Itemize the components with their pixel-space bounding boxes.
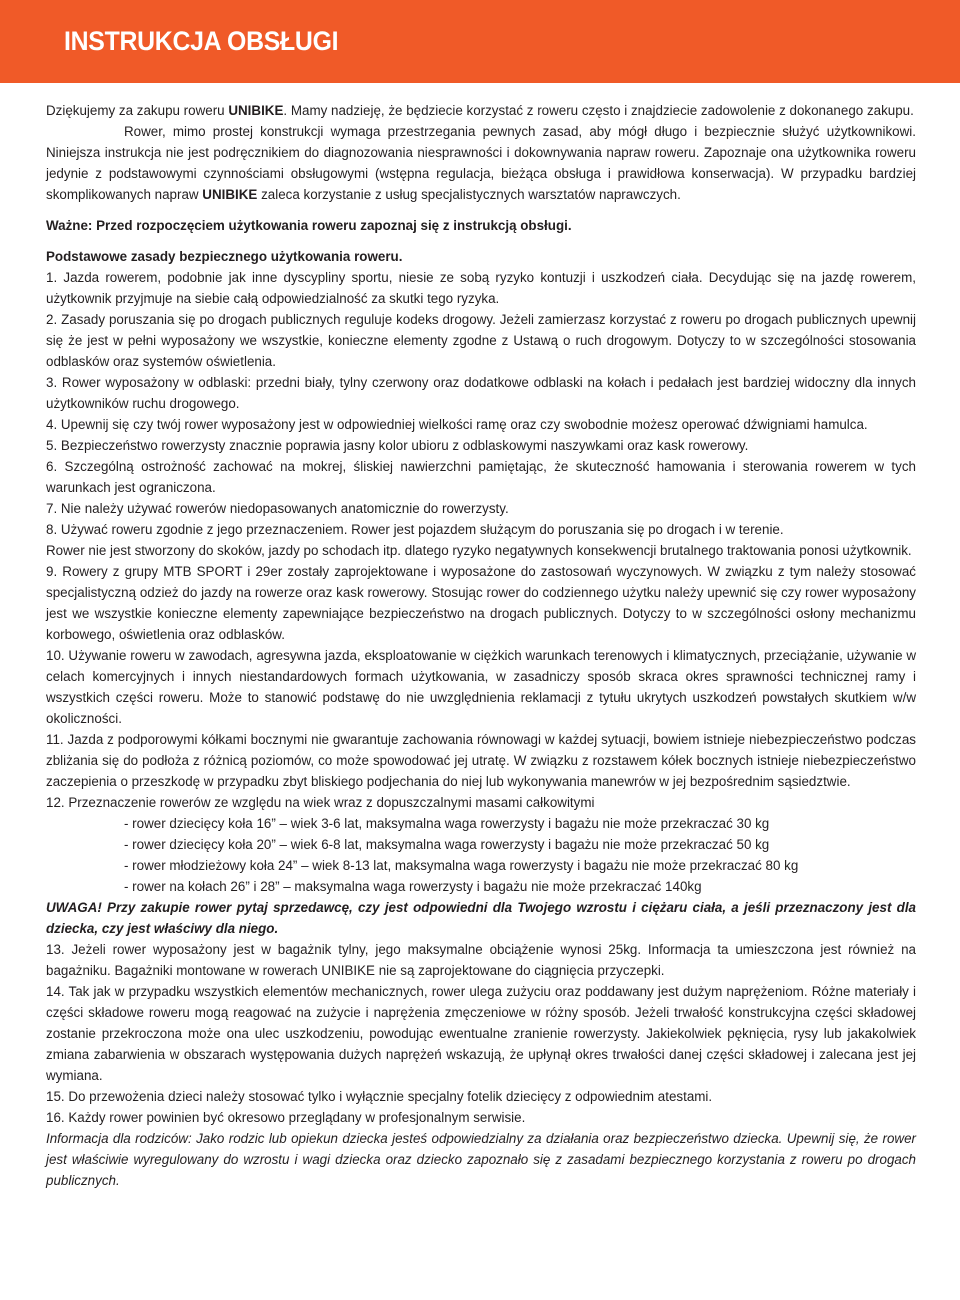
rule-item: 7. Nie należy używać rowerów niedopasowanych anatomicznie do rowerzysty. [46,501,509,516]
rule-item: 2. Zasady poruszania się po drogach publicznych reguluje kodeks drogowy. Jeżeli zamierzasz korzystać z roweru po drogach publicznych upewnij się że jest w pełni wyposażony we wszystkie, konieczne elementy zgodne z Ustawą o ruch drogowym. Dotyczy to w szczególności stosowania odblasków oraz systemów oświetlenia. [46,312,916,369]
rule-item: 9. Rowery z grupy MTB SPORT i 29er zostały zaprojektowane i wyposażone do zastosowań wyczynowych. W związku z tym należy stosować specjalistyczną odzież do jazdy na rowerze oraz kask rowerowy. Stosując rower do codziennego użytku należy upewnić się czy rower wyposażony jest we wszystkie konieczne elementy zapewniające bezpieczeństwo na drogach publicznych. Dotyczy to w szczególności osłony mechanizmu korbowego, oświetlenia oraz odblasków. [46,564,916,642]
rule-item: 12. Przeznaczenie rowerów ze względu na wiek wraz z dopuszczalnymi masami całkowitymi [46,795,595,810]
brand-name: UNIBIKE [228,103,284,118]
age-group-item: - rower dziecięcy koła 16” – wiek 3-6 lat, maksymalna waga rowerzysty i bagażu nie może przekraczać 30 kg [124,816,770,831]
rule-item: 8. Używać roweru zgodnie z jego przeznaczeniem. Rower jest pojazdem służącym do poruszania się po drogach i w terenie. [46,522,784,537]
age-group-item: - rower dziecięcy koła 20” – wiek 6-8 lat, maksymalna waga rowerzysty i bagażu nie może przekraczać 50 kg [124,837,770,852]
rule-item: 1. Jazda rowerem, podobnie jak inne dyscypliny sportu, niesie ze sobą ryzyko kontuzji i uszkodzeń ciała. Decydując się na jazdę rowerem, użytkownik przyjmuje na siebie całą odpowiedzialność za skutki tego ryzyka. [46,270,916,306]
header-bar [0,0,960,83]
rule-item: 11. Jazda z podporowymi kółkami bocznymi nie gwarantuje zachowania równowagi w każdej sytuacji, bowiem istnieje niebezpieczeństwo podczas zbliżania się do podłoża z różnicą poziomów, co może spowodować jej utratę. W związku z rozstawem kółek bocznych istnieje niebezpieczeństwo zaczepienia o przeszkodę w przypadku zbyt bliskiego podjechania do niej lub wykonywania manewrów w jej bezpośrednim sąsiedztwie. [46,732,916,789]
rule-item: 16. Każdy rower powinien być okresowo przeglądany w profesjonalnym serwisie. [46,1110,526,1125]
intro-paragraph-2 [46,121,916,205]
page-title: INSTRUKCJA OBSŁUGI [64,26,339,56]
important-note: Ważne: Przed rozpoczęciem użytkowania roweru zapoznaj się z instrukcją obsługi. [46,218,572,233]
rule-item: 3. Rower wyposażony w odblaski: przedni biały, tylny czerwony oraz dodatkowe odblaski na kołach i pedałach jest bardziej widoczny dla innych użytkowników ruchu drogowego. [46,375,916,411]
rule-item: 6. Szczególną ostrożność zachować na mokrej, śliskiej nawierzchni pamiętając, że skuteczność hamowania i sterowania rowerem w tych warunkach jest ograniczona. [46,459,916,495]
intro-paragraph-1 [46,100,916,121]
brand-name-2: UNIBIKE [202,187,258,202]
rule-item: Rower nie jest stworzony do skoków, jazdy po schodach itp. dlatego ryzyko negatywnych konsekwencji brutalnego traktowania ponosi użytkownik. [46,543,912,558]
rule-item: 13. Jeżeli rower wyposażony jest w bagażnik tylny, jego maksymalne obciążenie wynosi 25kg. Informacja ta umieszczona jest również na bagażniku. Bagażniki montowane w rowerach UNIBIKE nie są zaprojektowane do ciągnięcia przyczepki. [46,942,916,978]
intro-text-end: . Mamy nadzieję, że będziecie korzystać z roweru często i znajdziecie zadowolenie z dokonanego zakupu. [283,103,914,118]
rule-item: 14. Tak jak w przypadku wszystkich elementów mechanicznych, rower ulega zużyciu oraz poddawany jest dużym naprężeniom. Różne materiały i części składowe roweru mogą reagować na zużycie i naprężenia zmęczeniowe w różny sposób. Jeżeli trwałość konstrukcyjna części składowej zostanie przekroczona może ona ulec uszkodzeniu, powodując ewentualne zranienie rowerzysty. Jakiekolwiek pęknięcia, rysy lub jakakolwiek zmiana zabarwienia w obszarach występowania dużych naprężeń wskazują, że upłynął okres trwałości danej części składowej i zalecana jest jej wymiana. [46,984,916,1083]
rules-title: Podstawowe zasady bezpiecznego użytkowania roweru. [46,249,403,264]
age-group-item: - rower na kołach 26” i 28” – maksymalna waga rowerzysty i bagażu nie może przekraczać 140kg [124,879,702,894]
intro-text: Dziękujemy za zakupu roweru [46,103,229,118]
warning-note: UWAGA! Przy zakupie rower pytaj sprzedawcę, czy jest odpowiedni dla Twojego wzrostu i ciężaru ciała, a jeśli przeznaczony jest dla dziecka, czy jest właściwy dla niego. [46,900,916,936]
intro-text-2: Rower, mimo prostej konstrukcji wymaga przestrzegania pewnych zasad, aby mógł długo i bezpiecznie służyć użytkownikowi. Niniejsza instrukcja nie jest podręcznikiem do diagnozowania niesprawności i dokownywania napraw roweru. Zapoznaje ona użytkownika roweru jedynie z podstawowymi czynnościami obsługowymi (wstępna regulacja, bieżąca obsługa i prawidłowa konserwacja). W przypadku bardziej skomplikowanych napraw [46,124,916,202]
rule-item: 15. Do przewożenia dzieci należy stosować tylko i wyłącznie specjalny fotelik dziecięcy z odpowiednim atestami. [46,1089,713,1104]
parents-info: Informacja dla rodziców: Jako rodzic lub opiekun dziecka jesteś odpowiedzialny za działania oraz bezpieczeństwo dziecka. Upewnij się, że rower jest właściwie wyregulowany do wzrostu i wagi dziecka oraz dziecko zapoznało się z zasadami bezpiecznego korzystania z roweru po drogach publicznych. [46,1131,916,1188]
intro-text-2-end: zaleca korzystanie z usług specjalistycznych warsztatów naprawczych. [257,187,681,202]
rule-item: 10. Używanie roweru w zawodach, agresywna jazda, eksploatowanie w ciężkich warunkach terenowych i klimatycznych, przeciążanie, używanie w celach komercyjnych i innych niestandardowych formach użytkowania, w zasadniczy sposób skraca okres sprawności technicznej ramy i wszystkich części roweru. Może to stanowić podstawę do nie uwzględnienia reklamacji z tytułu ukrytych uszkodzeń powstałych skutkiem w/w okoliczności. [46,648,916,726]
document-body [46,100,916,1191]
rule-item: 5. Bezpieczeństwo rowerzysty znacznie poprawia jasny kolor ubioru z odblaskowymi naszywkami oraz kask rowerowy. [46,438,749,453]
rule-item: 4. Upewnij się czy twój rower wyposażony jest w odpowiedniej wielkości ramę oraz czy swobodnie możesz operować dźwigniami hamulca. [46,417,868,432]
age-group-item: - rower młodzieżowy koła 24” – wiek 8-13 lat, maksymalna waga rowerzysty i bagażu nie może przekraczać 80 kg [124,858,799,873]
